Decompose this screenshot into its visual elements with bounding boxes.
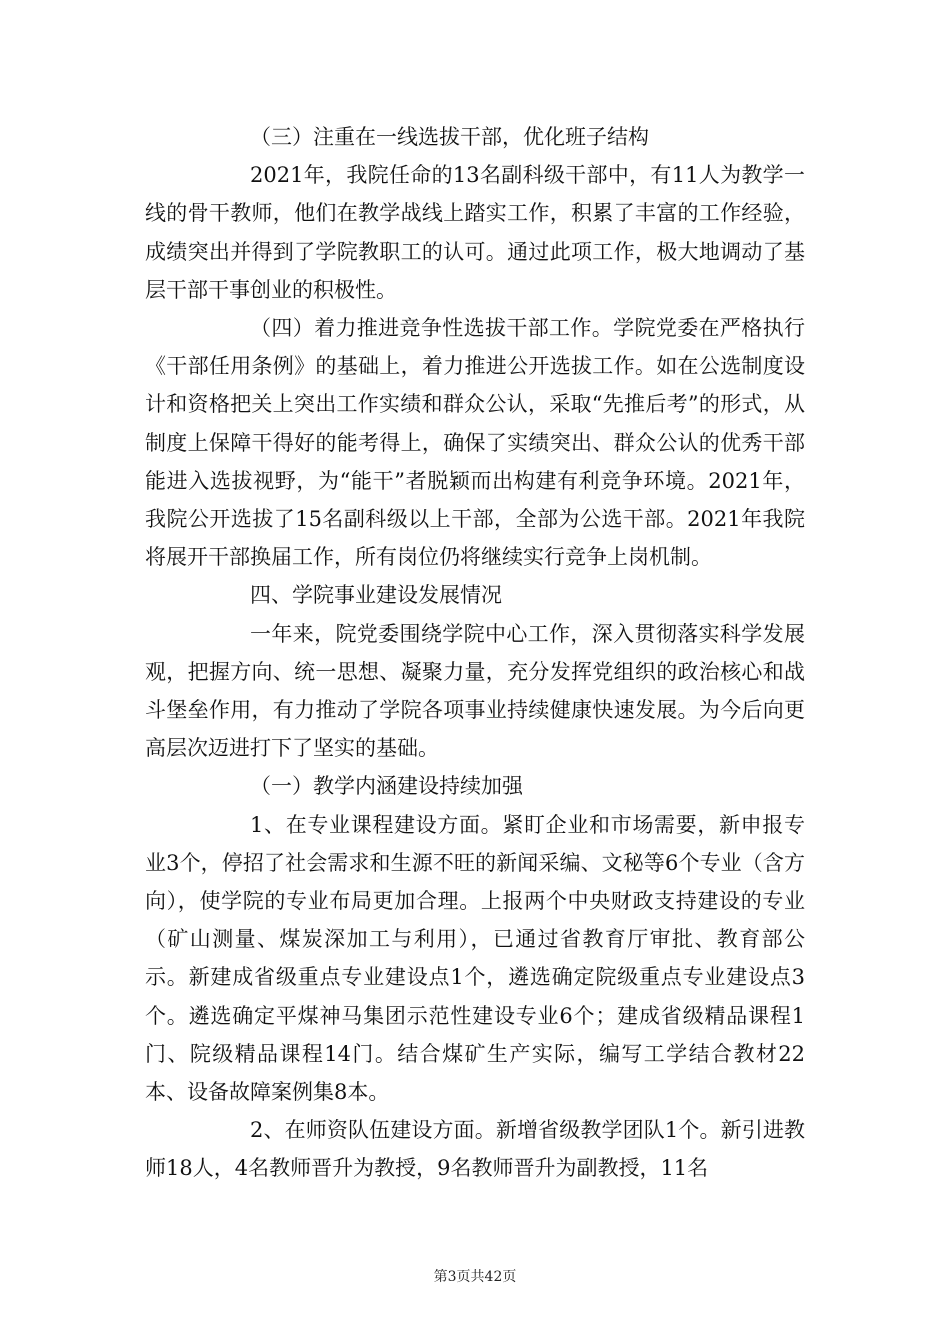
page-number-footer: 第3页共42页	[433, 1269, 517, 1285]
chapter-heading-4: 四、学院事业建设发展情况	[250, 583, 502, 608]
section-heading-3: （三）注重在一线选拔干部，优化班子结构	[250, 125, 649, 149]
paragraph: 1、在专业课程建设方面。紧盯企业和市场需要，新申报专业3个，停招了社会需求和生源不旺的新闻采编、文秘等6个专业（含方向），使学院的专业布局更加合理。上报两个中央财政支持建设的专业（矿山测量、煤炭深加工与利用），已通过省教育厅审批、教育部公示。新建成省级重点专业建设点1个，遴选确定院级重点专业建设点3个。遴选确定平煤神马集团示范性建设专业6个；建成省级精品课程1门、院级精品课程14门。结合煤矿生产实际，编写工学结合教材22本、设备故障案例集8本。	[145, 812, 805, 1105]
document-body	[145, 118, 805, 1188]
subsection-heading-1: （一）教学内涵建设持续加强	[250, 774, 523, 799]
paragraph: 2021年，我院任命的13名副科级干部中，有11人为教学一线的骨干教师，他们在教学战线上踏实工作，积累了丰富的工作经验，成绩突出并得到了学院教职工的认可。通过此项工作，极大地调动了基层干部干事创业的积极性。	[145, 163, 805, 302]
section-heading-4-paragraph: （四）着力推进竞争性选拔干部工作。学院党委在严格执行《干部任用条例》的基础上，着力推进公开选拔工作。如在公选制度设计和资格把关上突出工作实绩和群众公认，采取“先推后考”的形式，从制度上保障干得好的能考得上，确保了实绩突出、群众公认的优秀干部能进入选拔视野，为“能干”者脱颖而出构建有利竞争环境。2021年，我院公开选拔了15名副科级以上干部，全部为公选干部。2021年我院将展开干部换届工作，所有岗位仍将继续实行竞争上岗机制。	[145, 316, 805, 570]
paragraph: 一年来，院党委围绕学院中心工作，深入贯彻落实科学发展观，把握方向、统一思想、凝聚力量，充分发挥党组织的政治核心和战斗堡垒作用，有力推动了学院各项事业持续健康快速发展。为今后向更高层次迈进打下了坚实的基础。	[145, 621, 805, 761]
paragraph: 2、在师资队伍建设方面。新增省级教学团队1个。新引进教师18人，4名教师晋升为教授，9名教师晋升为副教授，11名	[145, 1118, 805, 1181]
